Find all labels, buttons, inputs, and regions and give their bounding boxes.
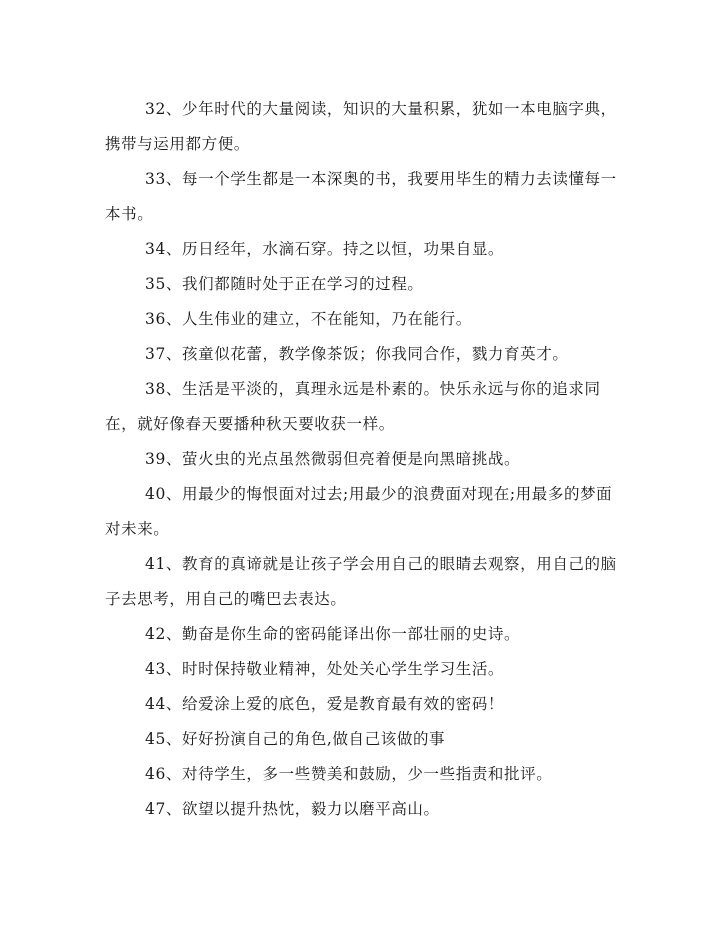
quote-paragraph-32: 32、少年时代的大量阅读，知识的大量积累，犹如一本电脑字典，携带与运用都方便。 [105,100,617,153]
quote-paragraph-38: 38、生活是平淡的，真理永远是朴素的。快乐永远与你的追求同在，就好像春天要播种秋天要收获一样。 [105,380,601,433]
quote-paragraph-39: 39、萤火虫的光点虽然微弱但亮着便是向黑暗挑战。 [145,450,521,468]
quote-paragraph-41: 41、教育的真谛就是让孩子学会用自己的眼睛去观察，用自己的脑子去思考，用自己的嘴巴去表达。 [105,555,617,608]
quote-paragraph-44: 44、给爱涂上爱的底色，爱是教育最有效的密码！ [145,695,505,713]
quote-paragraph-34: 34、历日经年，水滴石穿。持之以恒，功果自显。 [145,240,505,258]
quote-paragraph-40: 40、用最少的悔恨面对过去;用最少的浪费面对现在;用最多的梦面对未来。 [105,485,613,538]
quote-paragraph-43: 43、时时保持敬业精神，处处关心学生学习生活。 [145,660,505,678]
quote-paragraph-35: 35、我们都随时处于正在学习的过程。 [145,275,424,293]
quote-paragraph-36: 36、人生伟业的建立，不在能知，乃在能行。 [145,310,472,328]
quote-paragraph-45: 45、好好扮演自己的角色,做自己该做的事 [145,730,446,748]
quote-paragraph-47: 47、欲望以提升热忱，毅力以磨平高山。 [145,800,440,818]
document-body [105,92,617,827]
quote-paragraph-33: 33、每一个学生都是一本深奥的书，我要用毕生的精力去读懂每一本书。 [105,170,617,223]
quote-paragraph-46: 46、对待学生，多一些赞美和鼓励，少一些指责和批评。 [145,765,553,783]
quote-paragraph-37: 37、孩童似花蕾，教学像茶饭；你我同合作，戮力育英才。 [145,345,569,363]
quote-paragraph-42: 42、勤奋是你生命的密码能译出你一部壮丽的史诗。 [145,625,521,643]
